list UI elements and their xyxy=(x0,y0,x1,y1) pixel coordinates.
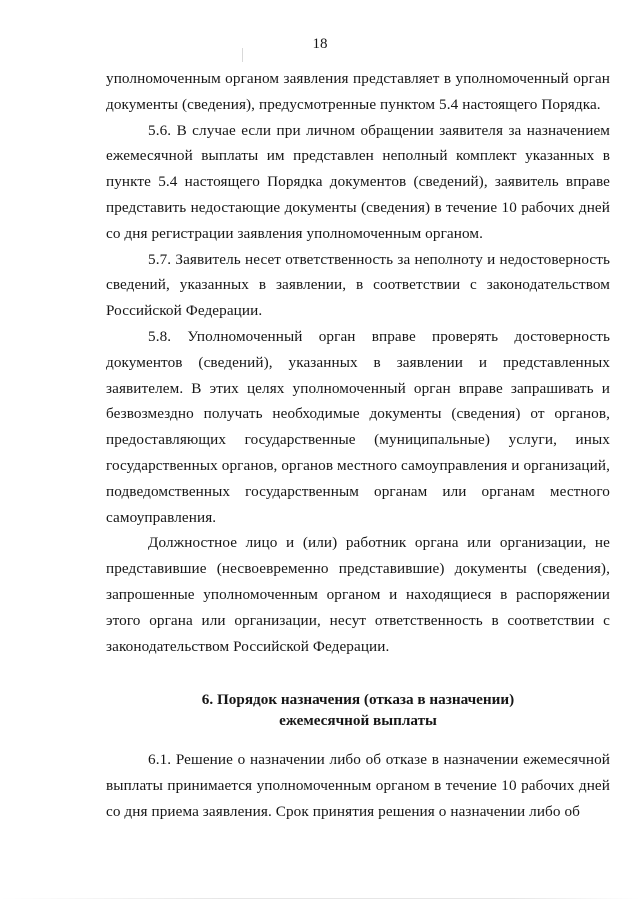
paragraph-5-7: 5.7. Заявитель несет ответственность за неполноту и недостоверность сведений, указанных в заявлении, в соответствии с законодательством Российской Федерации. xyxy=(106,250,610,320)
paragraph-5-6: 5.6. В случае если при личном обращении заявителя за назначением ежемесячной выплаты им представлен неполный комплект указанных в пункте 5.4 настоящего Порядка документов (сведений), заявитель вправе представить недостающие документы (сведения) в течение 10 рабочих дней со дня регистрации заявления уполномоченным органом. xyxy=(106,121,610,242)
paragraph-responsibility: Должностное лицо и (или) работник органа или организации, не представившие (несвоевременно представившие) документы (сведения), запрошенные уполномоченным органом и находящиеся в распоряжении этого органа или организации, несут ответственность в соответствии с законодательством Российской Федерации. xyxy=(106,534,610,655)
document-body xyxy=(106,66,610,825)
scan-edge-line xyxy=(0,898,640,899)
section-heading-line-2: ежемесячной выплаты xyxy=(279,712,437,730)
page-number: 18 xyxy=(312,36,328,52)
paragraph-5-8: 5.8. Уполномоченный орган вправе проверять достоверность документов (сведений), указанных в заявлении и представленных заявителем. В этих целях уполномоченный орган вправе запрашивать и безвозмездно получать необходимые документы (сведения) от органов, предоставляющих государственные (муниципальные) услуги, иных государственных органов, органов местного самоуправления и организаций, подведомственных государственным органам или органам местного самоуправления. xyxy=(106,327,610,526)
scan-artifact-mark xyxy=(242,48,243,62)
section-heading xyxy=(106,689,610,731)
paragraph-6-1: 6.1. Решение о назначении либо об отказе в назначении ежемесячной выплаты принимается уполномоченным органом в течение 10 рабочих дней со дня приема заявления. Срок принятия решения о назначении либо об xyxy=(106,751,610,820)
paragraph-continuation: уполномоченным органом заявления представляет в уполномоченный орган документы (сведения), предусмотренные пунктом 5.4 настоящего Порядка. xyxy=(106,70,610,113)
section-heading-line-1: 6. Порядок назначения (отказа в назначении) xyxy=(201,691,515,709)
